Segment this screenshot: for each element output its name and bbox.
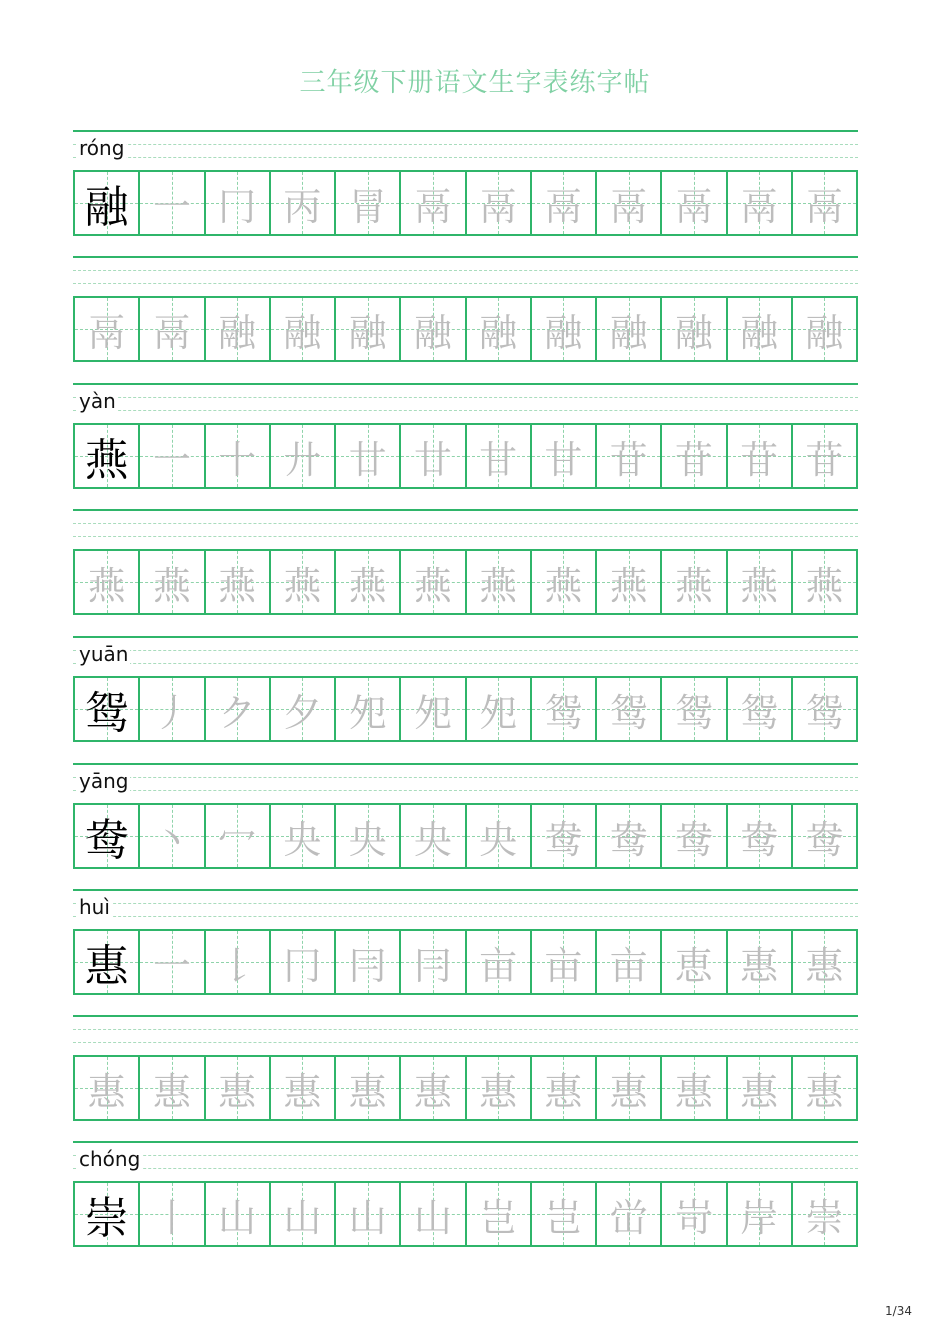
tianzige-row xyxy=(73,1181,858,1247)
trace-character: 燕 xyxy=(87,563,126,608)
tianzige-row xyxy=(73,929,858,995)
pinyin-guide-band xyxy=(73,130,858,170)
trace-character: 冃 xyxy=(348,943,387,988)
tracing-cell xyxy=(138,1183,203,1245)
trace-character: 鸳 xyxy=(609,690,648,735)
trace-character: 燕 xyxy=(805,563,844,608)
pinyin-guide-band xyxy=(73,889,858,929)
trace-character: 岸 xyxy=(740,1195,779,1240)
tracing-cell xyxy=(465,678,530,740)
tracing-cell xyxy=(269,172,334,234)
tracing-cell xyxy=(660,551,725,613)
tracing-cell xyxy=(138,425,203,487)
tracing-cell xyxy=(204,931,269,993)
tracing-cell xyxy=(465,1057,530,1119)
trace-character: 峃 xyxy=(609,1195,648,1240)
pinyin-label: chóng xyxy=(79,1147,141,1171)
model-character-cell xyxy=(75,172,138,234)
tracing-cell xyxy=(660,1183,725,1245)
tracing-cell xyxy=(660,425,725,487)
trace-character: 融 xyxy=(544,310,583,355)
tracing-cell xyxy=(204,805,269,867)
trace-character: 一 xyxy=(152,437,191,482)
trace-character: 惠 xyxy=(740,943,779,988)
tracing-cell xyxy=(595,172,660,234)
trace-character: 惠 xyxy=(348,1069,387,1114)
trace-character: 十 xyxy=(218,437,257,482)
model-character-cell xyxy=(75,1183,138,1245)
model-character: 惠 xyxy=(84,941,129,992)
tracing-cell xyxy=(204,172,269,234)
tianzige-row xyxy=(73,1055,858,1121)
tracing-cell xyxy=(269,678,334,740)
trace-character: 燕 xyxy=(152,563,191,608)
trace-character: 燕 xyxy=(283,563,322,608)
tracing-cell xyxy=(75,298,138,360)
trace-character: 山 xyxy=(283,1195,322,1240)
pinyin-guide-band xyxy=(73,383,858,423)
tracing-cell xyxy=(269,1183,334,1245)
tracing-cell xyxy=(791,678,856,740)
trace-character: 冐 xyxy=(348,184,387,229)
trace-character: 甘 xyxy=(544,437,583,482)
tracing-cell xyxy=(791,1057,856,1119)
trace-character: 甘 xyxy=(479,437,518,482)
tianzige-row xyxy=(73,676,858,742)
trace-character: 崇 xyxy=(805,1195,844,1240)
tracing-cell xyxy=(726,1183,791,1245)
tracing-cell xyxy=(595,551,660,613)
tracing-cell xyxy=(138,298,203,360)
trace-character: 鬲 xyxy=(609,184,648,229)
tracing-cell xyxy=(530,425,595,487)
tracing-cell xyxy=(791,931,856,993)
tracing-cell xyxy=(726,1057,791,1119)
tracing-cell xyxy=(726,678,791,740)
tracing-cell xyxy=(530,298,595,360)
tracing-cell xyxy=(660,298,725,360)
tracing-cell xyxy=(791,1183,856,1245)
pinyin-guide-band xyxy=(73,763,858,803)
tracing-cell xyxy=(399,298,464,360)
trace-character: 惠 xyxy=(805,943,844,988)
tracing-cell xyxy=(138,805,203,867)
pinyin-label: yuān xyxy=(79,642,129,666)
tracing-cell xyxy=(791,172,856,234)
pinyin-guide-band xyxy=(73,509,858,549)
trace-character: 丨 xyxy=(152,1195,191,1240)
tracing-cell xyxy=(530,551,595,613)
trace-character: 惠 xyxy=(283,1069,322,1114)
tianzige-row xyxy=(73,296,858,362)
tracing-cell xyxy=(334,1183,399,1245)
tracing-cell xyxy=(660,678,725,740)
tracing-cell xyxy=(204,425,269,487)
tracing-cell xyxy=(269,298,334,360)
tracing-cell xyxy=(660,1057,725,1119)
trace-character: 夕 xyxy=(283,690,322,735)
tracing-cell xyxy=(465,298,530,360)
tracing-cell xyxy=(465,551,530,613)
tracing-cell xyxy=(791,298,856,360)
trace-character: 惠 xyxy=(740,1069,779,1114)
trace-character: 鬲 xyxy=(152,310,191,355)
model-character-cell xyxy=(75,425,138,487)
trace-character: 惠 xyxy=(544,1069,583,1114)
tracing-cell xyxy=(334,678,399,740)
trace-character: 丿 xyxy=(152,690,191,735)
trace-character: 鬲 xyxy=(544,184,583,229)
trace-character: 岂 xyxy=(544,1195,583,1240)
tracing-cell xyxy=(791,425,856,487)
model-character-cell xyxy=(75,805,138,867)
tracing-cell xyxy=(334,425,399,487)
tracing-cell xyxy=(530,931,595,993)
trace-character: 冂 xyxy=(218,184,257,229)
trace-character: 惠 xyxy=(413,1069,452,1114)
trace-character: 夗 xyxy=(479,690,518,735)
trace-character: 融 xyxy=(805,310,844,355)
trace-character: 鸳 xyxy=(674,690,713,735)
trace-character: 鸳 xyxy=(740,690,779,735)
trace-character: 苷 xyxy=(674,437,713,482)
trace-character: 燕 xyxy=(479,563,518,608)
trace-character: 燕 xyxy=(740,563,779,608)
model-character: 融 xyxy=(84,182,129,233)
tracing-cell xyxy=(465,172,530,234)
trace-character: 丙 xyxy=(283,184,322,229)
trace-character: 鬲 xyxy=(479,184,518,229)
trace-character: 融 xyxy=(609,310,648,355)
tracing-cell xyxy=(334,931,399,993)
trace-character: 惠 xyxy=(87,1069,126,1114)
tracing-cell xyxy=(204,1183,269,1245)
trace-character: 燕 xyxy=(544,563,583,608)
trace-character: 央 xyxy=(348,817,387,862)
tracing-cell xyxy=(660,172,725,234)
tracing-cell xyxy=(269,805,334,867)
tracing-cell xyxy=(726,931,791,993)
tracing-cell xyxy=(334,805,399,867)
tracing-cell xyxy=(138,551,203,613)
trace-character: 鬲 xyxy=(413,184,452,229)
tracing-cell xyxy=(399,1183,464,1245)
tracing-cell xyxy=(269,931,334,993)
trace-character: 惠 xyxy=(674,1069,713,1114)
trace-character: 鬲 xyxy=(805,184,844,229)
trace-character: 惠 xyxy=(218,1069,257,1114)
trace-character: 燕 xyxy=(348,563,387,608)
tracing-cell xyxy=(530,805,595,867)
trace-character: 夗 xyxy=(413,690,452,735)
trace-character: 岢 xyxy=(674,1195,713,1240)
tracing-cell xyxy=(465,425,530,487)
trace-character: 鬲 xyxy=(674,184,713,229)
trace-character: 鬲 xyxy=(740,184,779,229)
tracing-cell xyxy=(399,172,464,234)
tracing-cell xyxy=(465,931,530,993)
tracing-cell xyxy=(726,172,791,234)
trace-character: 山 xyxy=(413,1195,452,1240)
trace-character: 融 xyxy=(413,310,452,355)
page-number: 1/34 xyxy=(885,1304,912,1318)
tracing-cell xyxy=(530,1057,595,1119)
tracing-cell xyxy=(530,1183,595,1245)
trace-character: 夗 xyxy=(348,690,387,735)
trace-character: 丶 xyxy=(152,817,191,862)
tracing-cell xyxy=(399,551,464,613)
trace-character: 恵 xyxy=(674,943,713,988)
tracing-cell xyxy=(465,1183,530,1245)
tracing-cell xyxy=(726,425,791,487)
tracing-cell xyxy=(399,678,464,740)
tracing-cell xyxy=(465,805,530,867)
tracing-cell xyxy=(791,551,856,613)
tracing-cell xyxy=(660,805,725,867)
tracing-cell xyxy=(75,551,138,613)
trace-character: 融 xyxy=(348,310,387,355)
tianzige-row xyxy=(73,170,858,236)
pinyin-guide-band xyxy=(73,256,858,296)
trace-character: 鸯 xyxy=(740,817,779,862)
trace-character: 𠄌 xyxy=(218,943,257,988)
trace-character: 鸯 xyxy=(544,817,583,862)
pinyin-label: róng xyxy=(79,136,125,160)
pinyin-guide-band xyxy=(73,1141,858,1181)
tracing-cell xyxy=(138,931,203,993)
trace-character: 融 xyxy=(740,310,779,355)
trace-character: 融 xyxy=(218,310,257,355)
trace-character: 冖 xyxy=(218,817,257,862)
trace-character: 苷 xyxy=(740,437,779,482)
trace-character: 惠 xyxy=(805,1069,844,1114)
trace-character: 鸯 xyxy=(805,817,844,862)
page-title: 三年级下册语文生字表练字帖 xyxy=(299,68,651,98)
tracing-cell xyxy=(269,425,334,487)
trace-character: 冃 xyxy=(413,943,452,988)
tracing-cell xyxy=(595,678,660,740)
pinyin-label: huì xyxy=(79,895,110,919)
trace-character: 一 xyxy=(152,184,191,229)
model-character-cell xyxy=(75,678,138,740)
trace-character: 融 xyxy=(283,310,322,355)
tracing-cell xyxy=(138,1057,203,1119)
trace-character: 燕 xyxy=(609,563,648,608)
tracing-cell xyxy=(334,1057,399,1119)
trace-character: 亩 xyxy=(609,943,648,988)
tracing-cell xyxy=(726,805,791,867)
tracing-cell xyxy=(726,551,791,613)
tracing-cell xyxy=(138,678,203,740)
trace-character: 燕 xyxy=(218,563,257,608)
tracing-cell xyxy=(399,425,464,487)
trace-character: 央 xyxy=(479,817,518,862)
tracing-cell xyxy=(595,1183,660,1245)
trace-character: 央 xyxy=(283,817,322,862)
trace-character: 亩 xyxy=(544,943,583,988)
trace-character: 惠 xyxy=(609,1069,648,1114)
trace-character: 燕 xyxy=(674,563,713,608)
trace-character: 融 xyxy=(674,310,713,355)
pinyin-label: yāng xyxy=(79,769,129,793)
tracing-cell xyxy=(726,298,791,360)
tracing-cell xyxy=(595,931,660,993)
tracing-cell xyxy=(204,298,269,360)
trace-character: 融 xyxy=(479,310,518,355)
trace-character: 鸳 xyxy=(544,690,583,735)
trace-character: 苷 xyxy=(609,437,648,482)
tracing-cell xyxy=(530,678,595,740)
pinyin-guide-band xyxy=(73,1015,858,1055)
tracing-cell xyxy=(399,931,464,993)
pinyin-label: yàn xyxy=(79,389,116,413)
tracing-cell xyxy=(204,1057,269,1119)
trace-character: 央 xyxy=(413,817,452,862)
tracing-cell xyxy=(595,425,660,487)
trace-character: 山 xyxy=(218,1195,257,1240)
trace-character: 廿 xyxy=(413,437,452,482)
tracing-cell xyxy=(334,551,399,613)
tianzige-row xyxy=(73,423,858,489)
trace-character: 苷 xyxy=(805,437,844,482)
trace-character: 廾 xyxy=(283,437,322,482)
tracing-cell xyxy=(791,805,856,867)
trace-character: 惠 xyxy=(152,1069,191,1114)
trace-character: 山 xyxy=(348,1195,387,1240)
trace-character: 亩 xyxy=(479,943,518,988)
tracing-cell xyxy=(269,551,334,613)
tracing-cell xyxy=(530,172,595,234)
trace-character: 鸳 xyxy=(805,690,844,735)
trace-character: 冂 xyxy=(283,943,322,988)
model-character-cell xyxy=(75,931,138,993)
tracing-cell xyxy=(595,298,660,360)
trace-character: 鬲 xyxy=(87,310,126,355)
pinyin-guide-band xyxy=(73,636,858,676)
trace-character: 一 xyxy=(152,943,191,988)
tracing-cell xyxy=(595,805,660,867)
tracing-cell xyxy=(595,1057,660,1119)
tracing-cell xyxy=(334,298,399,360)
tianzige-row xyxy=(73,803,858,869)
model-character: 鸳 xyxy=(84,688,129,739)
trace-character: ク xyxy=(218,690,257,735)
trace-character: 惠 xyxy=(479,1069,518,1114)
tracing-cell xyxy=(399,805,464,867)
tracing-cell xyxy=(334,172,399,234)
tracing-cell xyxy=(204,678,269,740)
trace-character: 廿 xyxy=(348,437,387,482)
tracing-cell xyxy=(269,1057,334,1119)
model-character: 鸯 xyxy=(84,815,129,866)
tracing-cell xyxy=(138,172,203,234)
tracing-cell xyxy=(75,1057,138,1119)
trace-character: 鸯 xyxy=(674,817,713,862)
tianzige-row xyxy=(73,549,858,615)
trace-character: 燕 xyxy=(413,563,452,608)
trace-character: 岂 xyxy=(479,1195,518,1240)
model-character: 崇 xyxy=(84,1193,129,1244)
tracing-cell xyxy=(660,931,725,993)
trace-character: 鸯 xyxy=(609,817,648,862)
tracing-cell xyxy=(204,551,269,613)
model-character: 燕 xyxy=(84,435,129,486)
tracing-cell xyxy=(399,1057,464,1119)
